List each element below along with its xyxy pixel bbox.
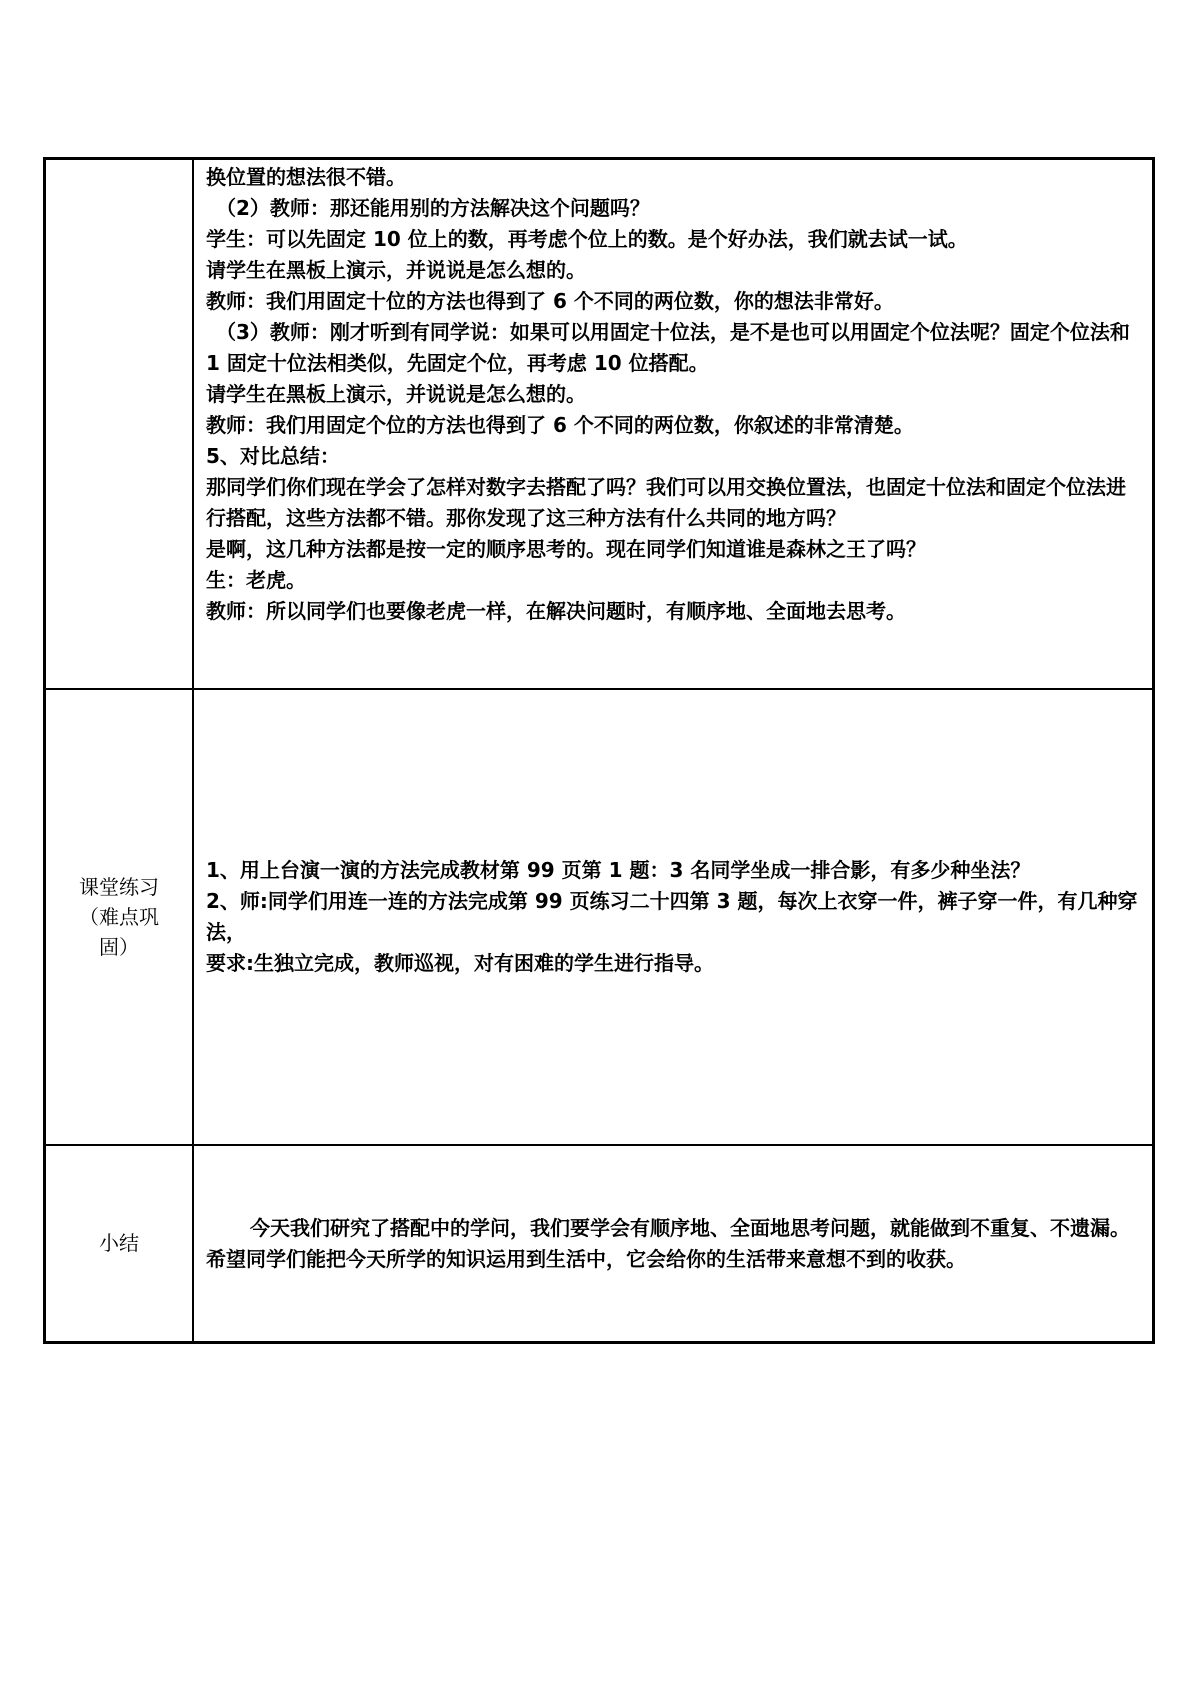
process-line: 教师：我们用固定十位的方法也得到了 6 个不同的两位数，你的想法非常好。 <box>206 289 894 313</box>
process-line: （2）教师：那还能用别的方法解决这个问题吗？ <box>216 196 650 220</box>
process-line: 是啊，这几种方法都是按一定的顺序思考的。现在同学们知道谁是森林之王了吗？ <box>206 537 926 561</box>
process-line: 请学生在黑板上演示，并说说是怎么想的。 <box>206 382 586 406</box>
practice-content-cell <box>193 689 1154 1145</box>
summary-row <box>45 1145 1154 1343</box>
summary-text: 今天我们研究了搭配中的学问，我们要学会有顺序地、全面地思考问题，就能做到不重复、不遗漏。希望同学们能把今天所学的知识运用到生活中，它会给你的生活带来意想不到的收获。 <box>206 1216 1130 1272</box>
process-line: 请学生在黑板上演示，并说说是怎么想的。 <box>206 258 586 282</box>
process-content-cell <box>193 159 1154 689</box>
teaching-process-row <box>45 159 1154 689</box>
summary-label-cell <box>45 1145 194 1343</box>
practice-line: 要求:生独立完成，教师巡视，对有困难的学生进行指导。 <box>206 950 714 975</box>
process-line: 学生：可以先固定 10 位上的数，再考虑个位上的数。是个好办法，我们就去试一试。 <box>206 227 968 251</box>
process-line: （3）教师：刚才听到有同学说：如果可以用固定十位法，是不是也可以用固定个位法呢？固定个位法和 1 固定十位法相类似，先固定个位，再考虑 10 位搭配。 <box>206 320 1130 375</box>
process-line: 教师：我们用固定个位的方法也得到了 6 个不同的两位数，你叙述的非常清楚。 <box>206 413 914 437</box>
lesson-plan-table <box>43 157 1155 1344</box>
process-line: 生：老虎。 <box>206 568 306 592</box>
summary-label: 小结 <box>99 1231 139 1256</box>
summary-content-cell <box>193 1145 1154 1343</box>
process-label-cell <box>45 159 194 689</box>
classroom-practice-row <box>45 689 1154 1145</box>
process-line: 换位置的想法很不错。 <box>206 165 406 189</box>
process-line: 那同学们你们现在学会了怎样对数字去搭配了吗？我们可以用交换位置法，也固定十位法和固定个位法进行搭配，这些方法都不错。那你发现了这三种方法有什么共同的地方吗？ <box>206 475 1126 530</box>
practice-label-cell <box>45 689 194 1145</box>
practice-line: 1、用上台演一演的方法完成教材第 99 页第 1 题：3 名同学坐成一排合影，有多少种坐法？ <box>206 857 1031 882</box>
process-line: 5、对比总结： <box>206 444 340 468</box>
practice-label: 课堂练习（难点巩固） <box>79 874 159 959</box>
process-line: 教师：所以同学们也要像老虎一样，在解决问题时，有顺序地、全面地去思考。 <box>206 599 906 623</box>
practice-line: 2、师:同学们用连一连的方法完成第 99 页练习二十四第 3 题，每次上衣穿一件，裤子穿一件，有几种穿法， <box>206 888 1138 944</box>
